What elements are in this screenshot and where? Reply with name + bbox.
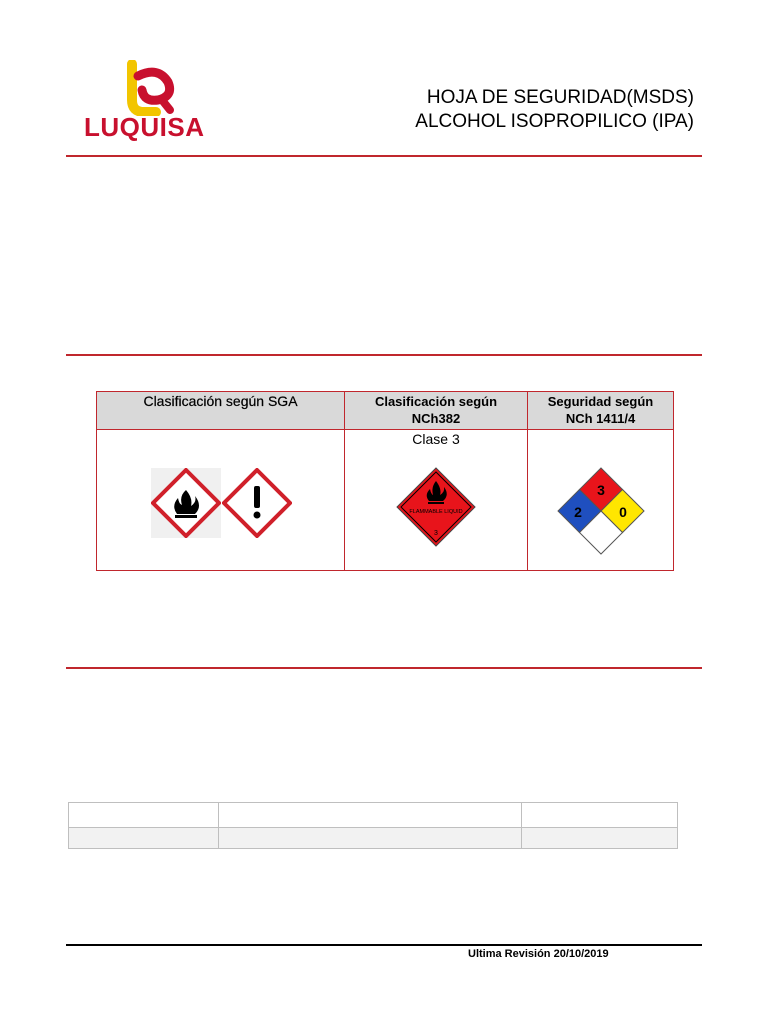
nfpa-diamond-cell [528,430,674,571]
table-cell [219,828,522,849]
sga-pictograms-cell [97,430,345,571]
logo-mark-icon [84,60,224,116]
title-line-1: HOJA DE SEGURIDAD(MSDS) [426,87,694,108]
header-nch382-line1: Clasificación según [374,394,498,409]
header-nch1411-line1: Seguridad según [547,394,654,409]
placard-text: FLAMMABLE LIQUID [409,509,463,515]
clase-label: Clase 3 [412,431,460,447]
nfpa-reactivity: 0 [619,504,627,520]
ghs-flame-icon [151,468,221,538]
table-cell [69,803,219,828]
section-divider-2 [66,667,702,669]
section-divider-1 [66,354,702,356]
table-row [69,803,678,828]
footer-divider [66,944,702,946]
table-cell [522,803,678,828]
header-nch1411 [528,392,674,430]
header-divider [66,155,702,157]
nch382-class-cell [345,430,528,571]
title-line-2: ALCOHOL ISOPROPILICO (IPA) [415,111,694,132]
header-sga [97,392,345,430]
header-nch382 [345,392,528,430]
header-nch1411-line2: NCh 1411/4 [565,411,636,426]
company-logo [84,60,224,146]
table-row [69,828,678,849]
logo-text: LUQUISA [84,112,205,142]
nfpa-diamond-icon [556,466,646,556]
table-cell [69,828,219,849]
table-cell [522,828,678,849]
ghs-exclamation-icon [222,468,292,538]
revision-date: Ultima Revisión 20/10/2019 [468,948,609,960]
placard-number: 3 [434,530,438,537]
table-cell [219,803,522,828]
empty-table [68,802,678,849]
nfpa-health: 2 [574,504,582,520]
nfpa-flammability: 3 [597,482,605,498]
un-flammable-liquid-placard-icon [396,467,476,547]
header-nch382-line2: NCh382 [411,411,461,426]
header-sga-label: Clasificación según SGA [143,393,298,409]
document-title [415,86,694,134]
hazard-classification-table [96,391,674,571]
